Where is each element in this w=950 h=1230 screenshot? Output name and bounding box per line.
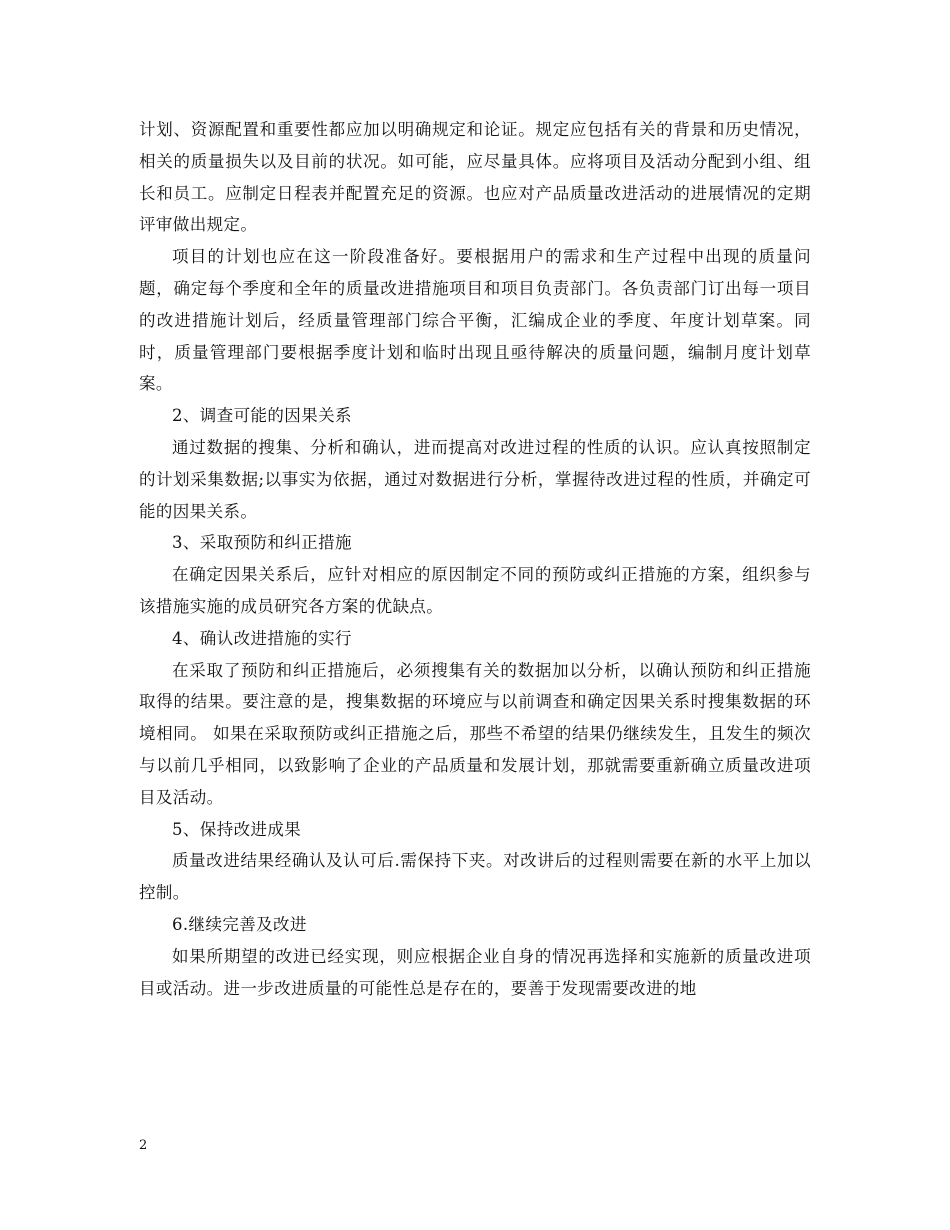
page-number: 2: [139, 1138, 148, 1153]
section-heading-3: 3、采取预防和纠正措施: [172, 533, 352, 553]
section-heading-5: 5、保持改进成果: [172, 819, 302, 839]
paragraph-continue-improvement: 如果所期望的改进已经实现，则应根据企业自身的情况再选择和实施新的质量改进项目或活动。进一步改进质量的可能性总是存在的，要善于发现需要改进的地: [139, 946, 811, 998]
paragraph-data-analysis: 通过数据的搜集、分析和确认，进而提高对改进过程的性质的认识。应认真按照制定的计划采集数据;以事实为依据，通过对数据进行分析，掌握待改进过程的性质，并确定可能的因果关系。: [139, 437, 811, 521]
paragraph-plan-requirements: 计划、资源配置和重要性都应加以明确规定和论证。规定应包括有关的背景和历史情况，相关的质量损失以及目前的状况。如可能，应尽量具体。应将项目及活动分配到小组、组长和员工。应制定日程表并配置充足的资源。也应对产品质量改进活动的进展情况的定期评审做出规定。: [139, 120, 811, 235]
document-body: [139, 114, 811, 1004]
section-heading-2: 2、调查可能的因果关系: [172, 406, 352, 426]
section-heading-4: 4、确认改进措施的实行: [172, 628, 352, 648]
paragraph-maintain-results: 质量改进结果经确认及认可后.需保持下夹。对改讲后的过程则需要在新的水平上加以控制。: [139, 851, 811, 903]
paragraph-project-plan: 项目的计划也应在这一阶段准备好。要根据用户的需求和生产过程中出现的质量问题，确定每个季度和全年的质量改进措施项目和项目负责部门。各负责部门订出每一项目的改进措施计划后，经质量管理部门综合平衡，汇编成企业的季度、年度计划草案。同时，质量管理部门要根据季度计划和临时出现且亟待解决的质量问题，编制月度计划草案。: [139, 247, 811, 394]
paragraph-confirm-results: 在采取了预防和纠正措施后，必须搜集有关的数据加以分析，以确认预防和纠正措施取得的结果。要注意的是，搜集数据的环境应与以前调查和确定因果关系时搜集数据的环境相同。 如果在采取预防或纠正措施之后，那些不希望的结果仍继续发生，且发生的频次与以前几乎相同，以致影响了企业的产品质量和发展计划，那就需要重新确立质量改进项目及活动。: [139, 660, 811, 807]
section-heading-6: 6.继续完善及改进: [172, 914, 307, 934]
paragraph-measures: 在确定因果关系后，应针对相应的原因制定不同的预防或纠正措施的方案，组织参与该措施实施的成员研究各方案的优缺点。: [139, 565, 811, 616]
